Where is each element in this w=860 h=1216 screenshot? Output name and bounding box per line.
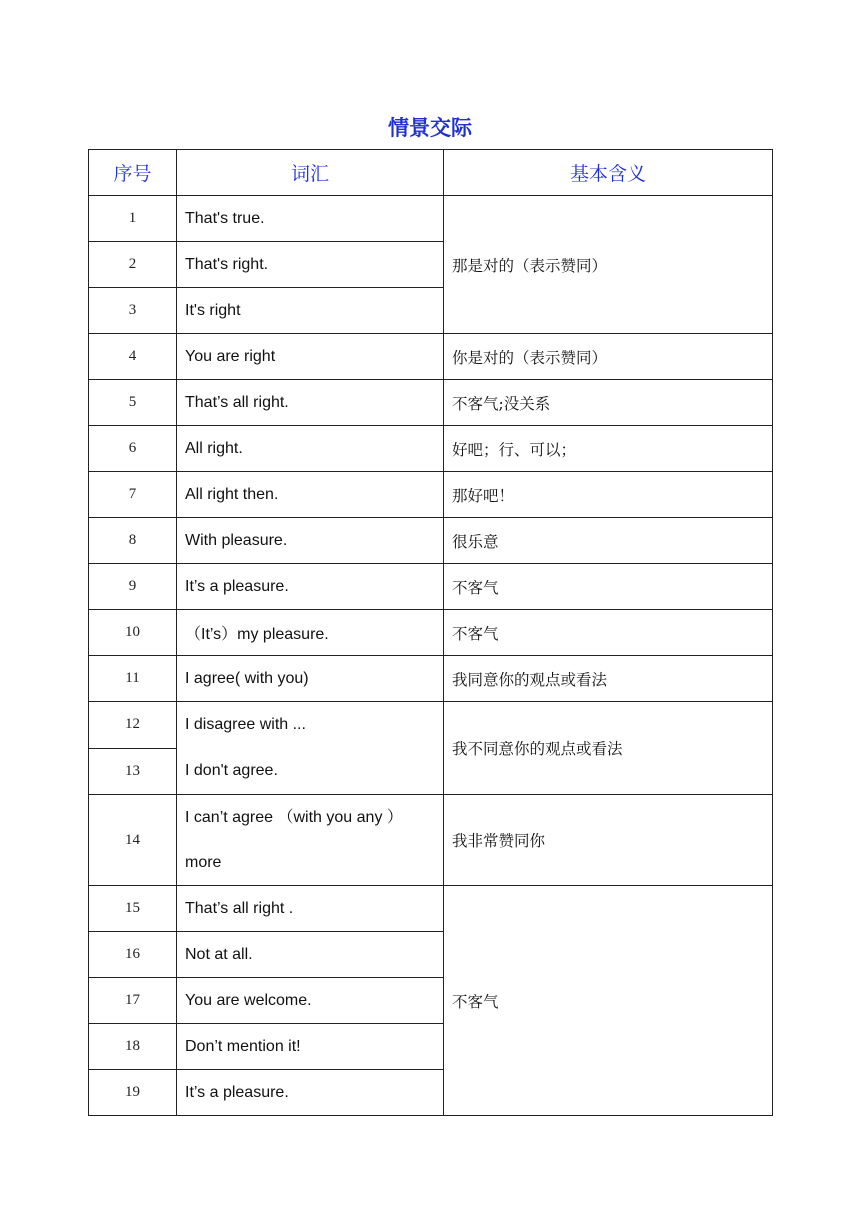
row-number: 18 — [89, 1024, 177, 1070]
table-row — [89, 334, 773, 380]
row-number: 9 — [89, 564, 177, 610]
row-number: 5 — [89, 380, 177, 426]
row-number: 17 — [89, 978, 177, 1024]
meaning-cell: 我同意你的观点或看法 — [444, 656, 773, 702]
table-row — [89, 426, 773, 472]
meaning-cell: 很乐意 — [444, 518, 773, 564]
vocab-cell: With pleasure. — [177, 518, 444, 564]
table-header-row — [89, 150, 773, 196]
row-number: 4 — [89, 334, 177, 380]
meaning-cell: 你是对的（表示赞同） — [444, 334, 773, 380]
meaning-cell: 不客气;没关系 — [444, 380, 773, 426]
meaning-cell: 那是对的（表示赞同） — [444, 196, 773, 334]
table-row — [89, 886, 773, 932]
vocab-cell: You are right — [177, 334, 444, 380]
table-row — [89, 472, 773, 518]
table-row — [89, 380, 773, 426]
vocab-cell: That’s all right. — [177, 380, 444, 426]
row-number: 8 — [89, 518, 177, 564]
row-number: 11 — [89, 656, 177, 702]
row-number: 14 — [89, 795, 177, 886]
vocab-cell: You are welcome. — [177, 978, 444, 1024]
row-number: 19 — [89, 1070, 177, 1116]
phrase-table — [88, 149, 773, 1116]
vocab-cell: All right then. — [177, 472, 444, 518]
page-title: 情景交际 — [388, 116, 472, 140]
table-row — [89, 656, 773, 702]
meaning-cell: 我非常赞同你 — [444, 795, 773, 886]
vocab-cell — [177, 702, 444, 795]
vocab-cell: It’s a pleasure. — [177, 564, 444, 610]
row-number: 16 — [89, 932, 177, 978]
table-row — [89, 795, 773, 886]
header-num: 序号 — [89, 150, 177, 196]
meaning-cell: 不客气 — [444, 564, 773, 610]
row-number: 13 — [89, 748, 177, 795]
row-number: 15 — [89, 886, 177, 932]
vocab-cell: That’s all right . — [177, 886, 444, 932]
vocab-cell: Don’t mention it! — [177, 1024, 444, 1070]
row-number: 10 — [89, 610, 177, 656]
meaning-cell: 我不同意你的观点或看法 — [444, 702, 773, 795]
vocab-line: I can’t agree （with you any ） — [185, 809, 403, 826]
table-row — [89, 610, 773, 656]
vocab-cell: It's right — [177, 288, 444, 334]
meaning-cell: 不客气 — [444, 610, 773, 656]
row-number: 6 — [89, 426, 177, 472]
vocab-cell: （It’s）my pleasure. — [177, 610, 444, 656]
row-number: 12 — [89, 702, 177, 749]
vocab-line: more — [185, 854, 222, 871]
meaning-cell: 好吧；行、可以； — [444, 426, 773, 472]
table-row — [89, 702, 773, 749]
vocab-cell: That's right. — [177, 242, 444, 288]
meaning-cell: 不客气 — [444, 886, 773, 1116]
vocab-cell: Not at all. — [177, 932, 444, 978]
table-row — [89, 196, 773, 242]
header-meaning: 基本含义 — [444, 150, 773, 196]
table-row — [89, 518, 773, 564]
row-number: 2 — [89, 242, 177, 288]
row-number: 1 — [89, 196, 177, 242]
meaning-cell: 那好吧！ — [444, 472, 773, 518]
vocab-cell: I agree( with you) — [177, 656, 444, 702]
header-vocab: 词汇 — [177, 150, 444, 196]
table-row — [89, 564, 773, 610]
vocab-cell: That's true. — [177, 196, 444, 242]
vocab-line: I disagree with ... — [185, 716, 306, 733]
row-number: 7 — [89, 472, 177, 518]
vocab-cell: It’s a pleasure. — [177, 1070, 444, 1116]
vocab-line: I don't agree. — [185, 762, 278, 779]
row-number: 3 — [89, 288, 177, 334]
vocab-cell: All right. — [177, 426, 444, 472]
vocab-cell — [177, 795, 444, 886]
